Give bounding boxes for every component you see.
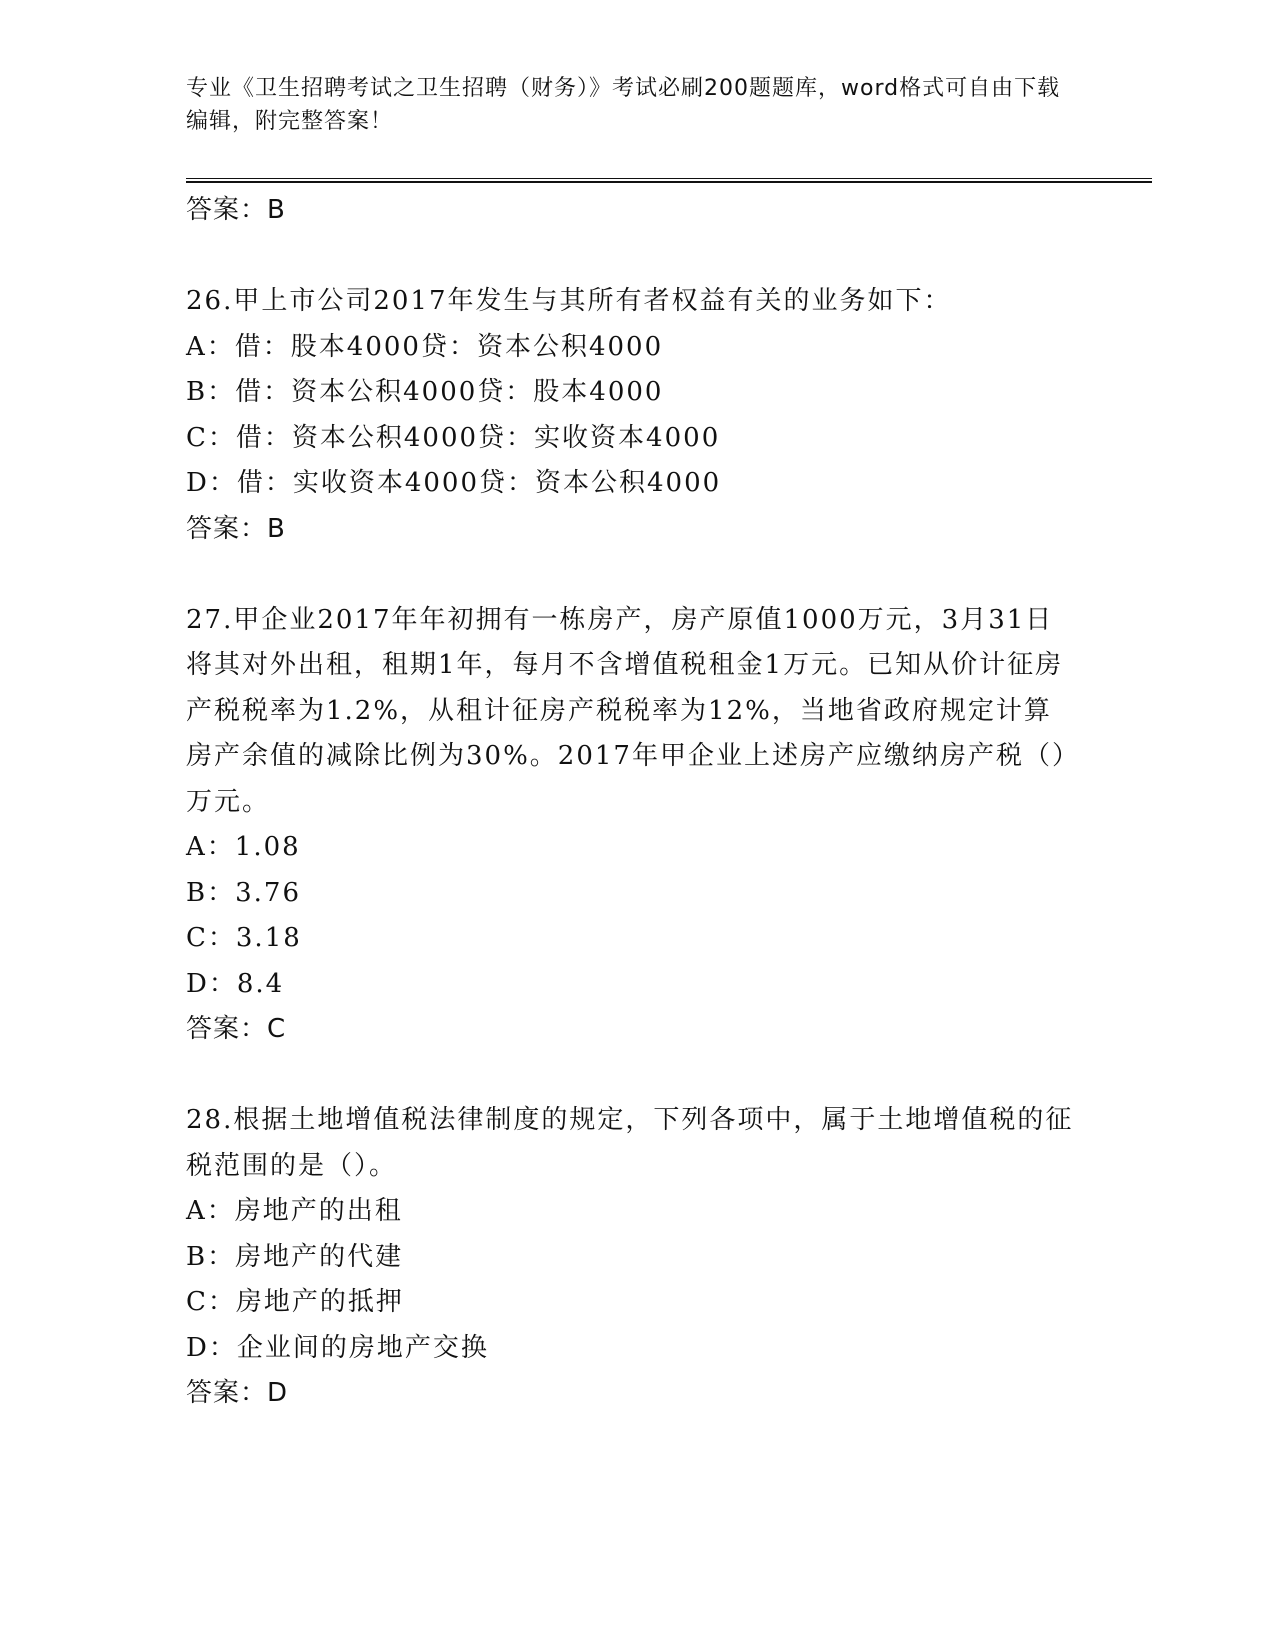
spacer: [186, 234, 1086, 280]
question-stem: 27.甲企业2017年年初拥有一栋房产，房产原值1000万元，3月31日将其对外出租，租期1年，每月不含增值税租金1万元。已知从价计征房产税税率为1.2%，从租计征房产税税率为12%，当地省政府规定计算房产余值的减除比例为30%。2017年甲企业上述房产应缴纳房产税（）万元。: [186, 604, 1067, 817]
header-divider: [186, 178, 1152, 183]
question-block: [186, 1098, 1086, 1417]
option-a: A：借：股本4000贷：资本公积4000: [186, 331, 664, 362]
option-a: A：房地产的出租: [186, 1196, 403, 1226]
option-c: C：房地产的抵押: [186, 1287, 404, 1317]
option-d: D：借：实收资本4000贷：资本公积4000: [186, 468, 722, 498]
option-b: B：借：资本公积4000贷：股本4000: [186, 377, 664, 407]
question-stem: 28.根据土地增值税法律制度的规定，下列各项中，属于土地增值税的征税范围的是（）。: [186, 1105, 1074, 1181]
question-block: [186, 279, 1086, 552]
option-a: A：1.08: [186, 832, 301, 862]
question-answer: 答案：D: [186, 1378, 289, 1408]
option-d: D：企业间的房地产交换: [186, 1332, 489, 1363]
option-b: B：房地产的代建: [186, 1241, 404, 1272]
question-answer: 答案：C: [186, 1014, 287, 1044]
question-block: [186, 598, 1086, 1053]
question-answer: 答案：B: [186, 513, 286, 544]
page-header: 专业《卫生招聘考试之卫生招聘（财务）》考试必刷200题题库，word格式可自由下载编辑，附完整答案！: [186, 76, 1061, 134]
option-c: C：3.18: [186, 923, 302, 953]
question-stem: 26.甲上市公司2017年发生与其所有者权益有关的业务如下：: [186, 286, 952, 316]
spacer: [186, 552, 1086, 598]
option-d: D：8.4: [186, 968, 285, 999]
previous-answer: 答案：B: [186, 195, 286, 225]
option-b: B：3.76: [186, 877, 301, 908]
option-c: C：借：资本公积4000贷：实收资本4000: [186, 422, 721, 453]
spacer: [186, 1053, 1086, 1099]
document-body: [186, 188, 1086, 1417]
